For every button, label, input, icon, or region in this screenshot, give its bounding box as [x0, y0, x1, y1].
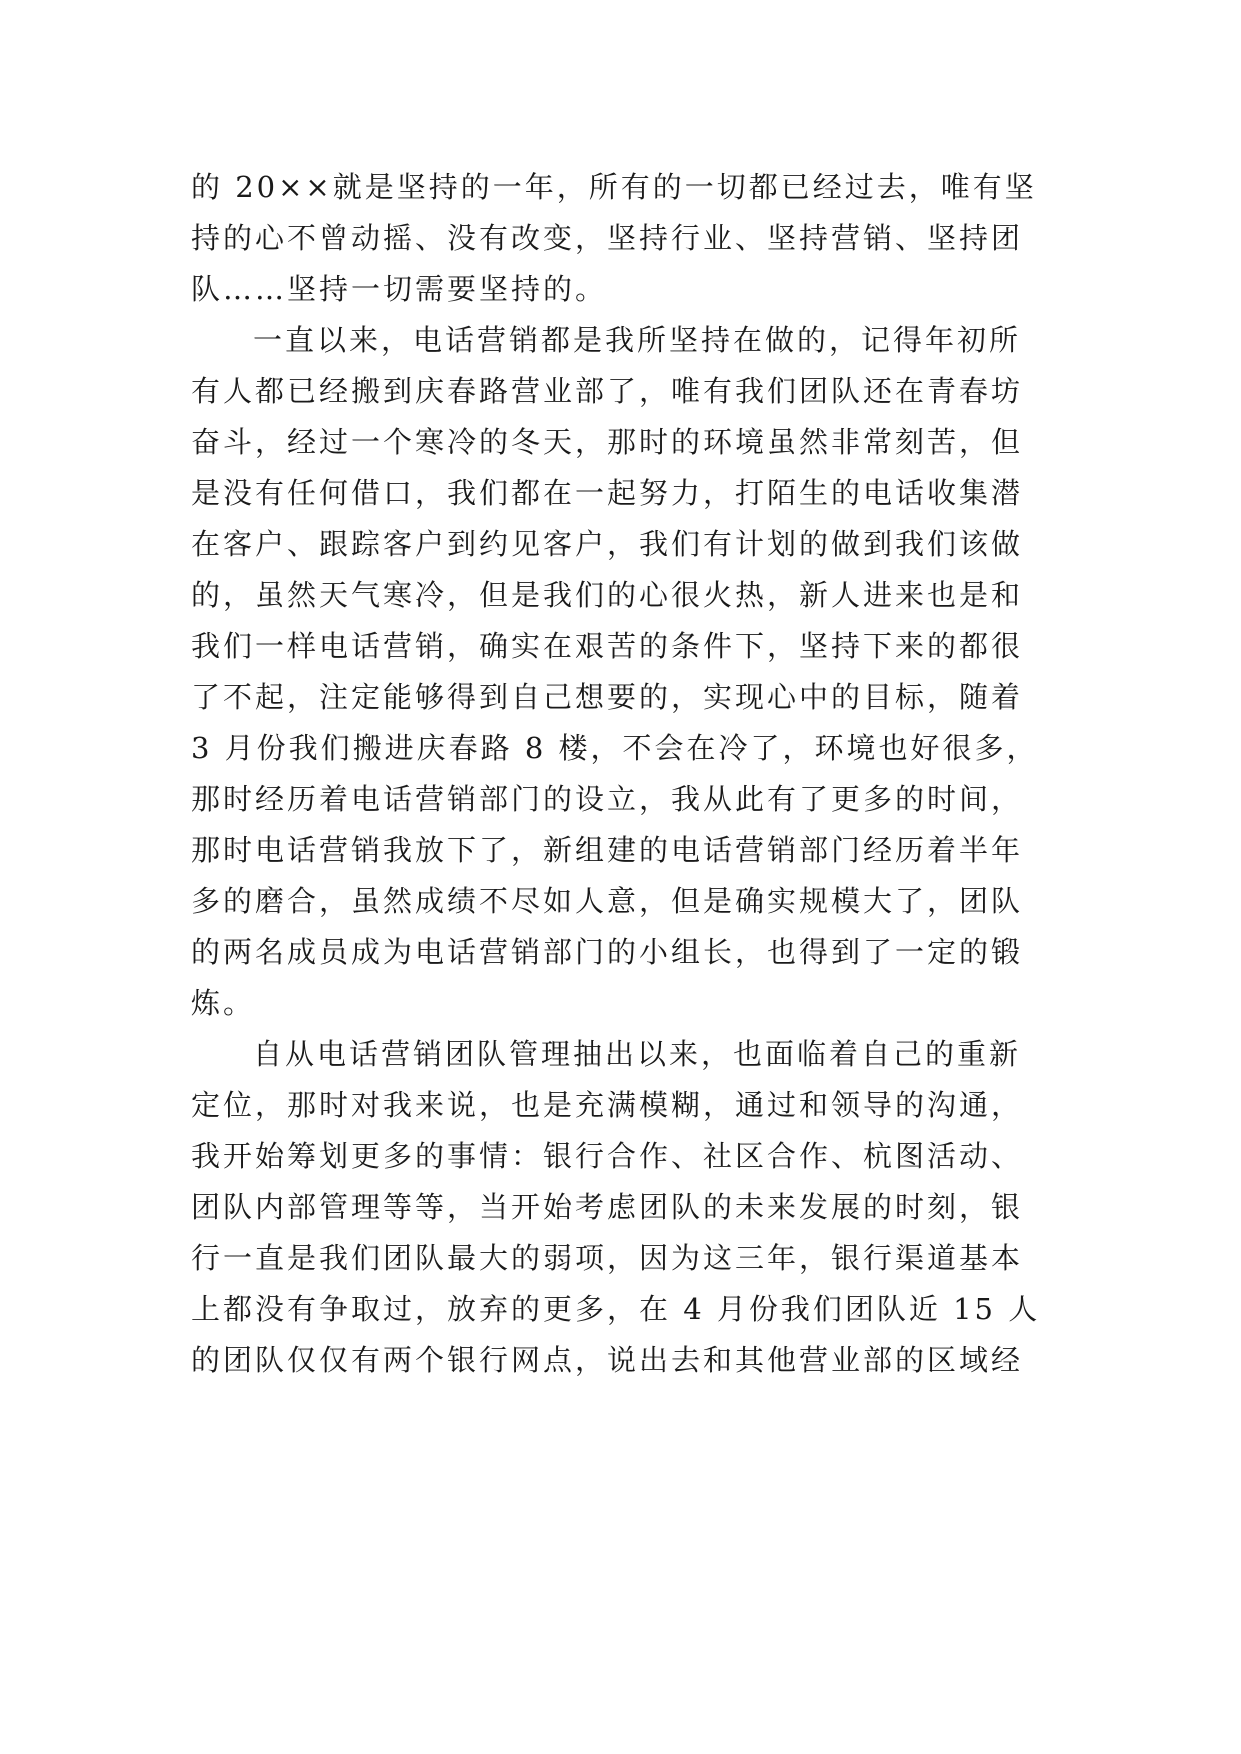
text-line: 多的磨合，虽然成绩不尽如人意，但是确实规模大了，团队 — [191, 884, 1024, 918]
text-line: 是没有任何借口，我们都在一起努力，打陌生的电话收集潜 — [191, 476, 1024, 510]
body-text — [191, 162, 1051, 1386]
text-line: 定位，那时对我来说，也是充满模糊，通过和领导的沟通， — [191, 1088, 1024, 1122]
text-line: 炼。 — [191, 986, 256, 1020]
text-line: 有人都已经搬到庆春路营业部了，唯有我们团队还在青春坊 — [191, 374, 1024, 408]
text-line: 队……坚持一切需要坚持的。 — [191, 272, 608, 306]
paragraph-first-line: 一直以来，电话营销都是我所坚持在做的，记得年初所 — [253, 323, 1022, 357]
text-line: 团队内部管理等等，当开始考虑团队的未来发展的时刻，银 — [191, 1190, 1024, 1224]
text-line: 那时经历着电话营销部门的设立，我从此有了更多的时间， — [191, 782, 1024, 816]
paragraph-first-line: 自从电话营销团队管理抽出以来，也面临着自己的重新 — [253, 1037, 1022, 1071]
text-line: 的，虽然天气寒冷，但是我们的心很火热，新人进来也是和 — [191, 578, 1024, 612]
text-line: 了不起，注定能够得到自己想要的，实现心中的目标，随着 — [191, 680, 1024, 714]
text-line: 上都没有争取过，放弃的更多，在 4 月份我们团队近 15 人 — [191, 1292, 1041, 1326]
text-line: 的 20××就是坚持的一年，所有的一切都已经过去，唯有坚 — [191, 170, 1037, 204]
text-line: 奋斗，经过一个寒冷的冬天，那时的环境虽然非常刻苦，但 — [191, 425, 1024, 459]
text-line: 那时电话营销我放下了，新组建的电话营销部门经历着半年 — [191, 833, 1024, 867]
text-line: 行一直是我们团队最大的弱项，因为这三年，银行渠道基本 — [191, 1241, 1024, 1275]
text-line: 的团队仅仅有两个银行网点，说出去和其他营业部的区域经 — [191, 1343, 1024, 1377]
text-line: 3 月份我们搬进庆春路 8 楼，不会在冷了，环境也好很多， — [191, 731, 1039, 765]
text-line: 我开始筹划更多的事情：银行合作、社区合作、杭图活动、 — [191, 1139, 1024, 1173]
text-line: 的两名成员成为电话营销部门的小组长，也得到了一定的锻 — [191, 935, 1024, 969]
text-line: 我们一样电话营销，确实在艰苦的条件下，坚持下来的都很 — [191, 629, 1024, 663]
text-line: 在客户、跟踪客户到约见客户，我们有计划的做到我们该做 — [191, 527, 1024, 561]
text-line: 持的心不曾动摇、没有改变，坚持行业、坚持营销、坚持团 — [191, 221, 1024, 255]
